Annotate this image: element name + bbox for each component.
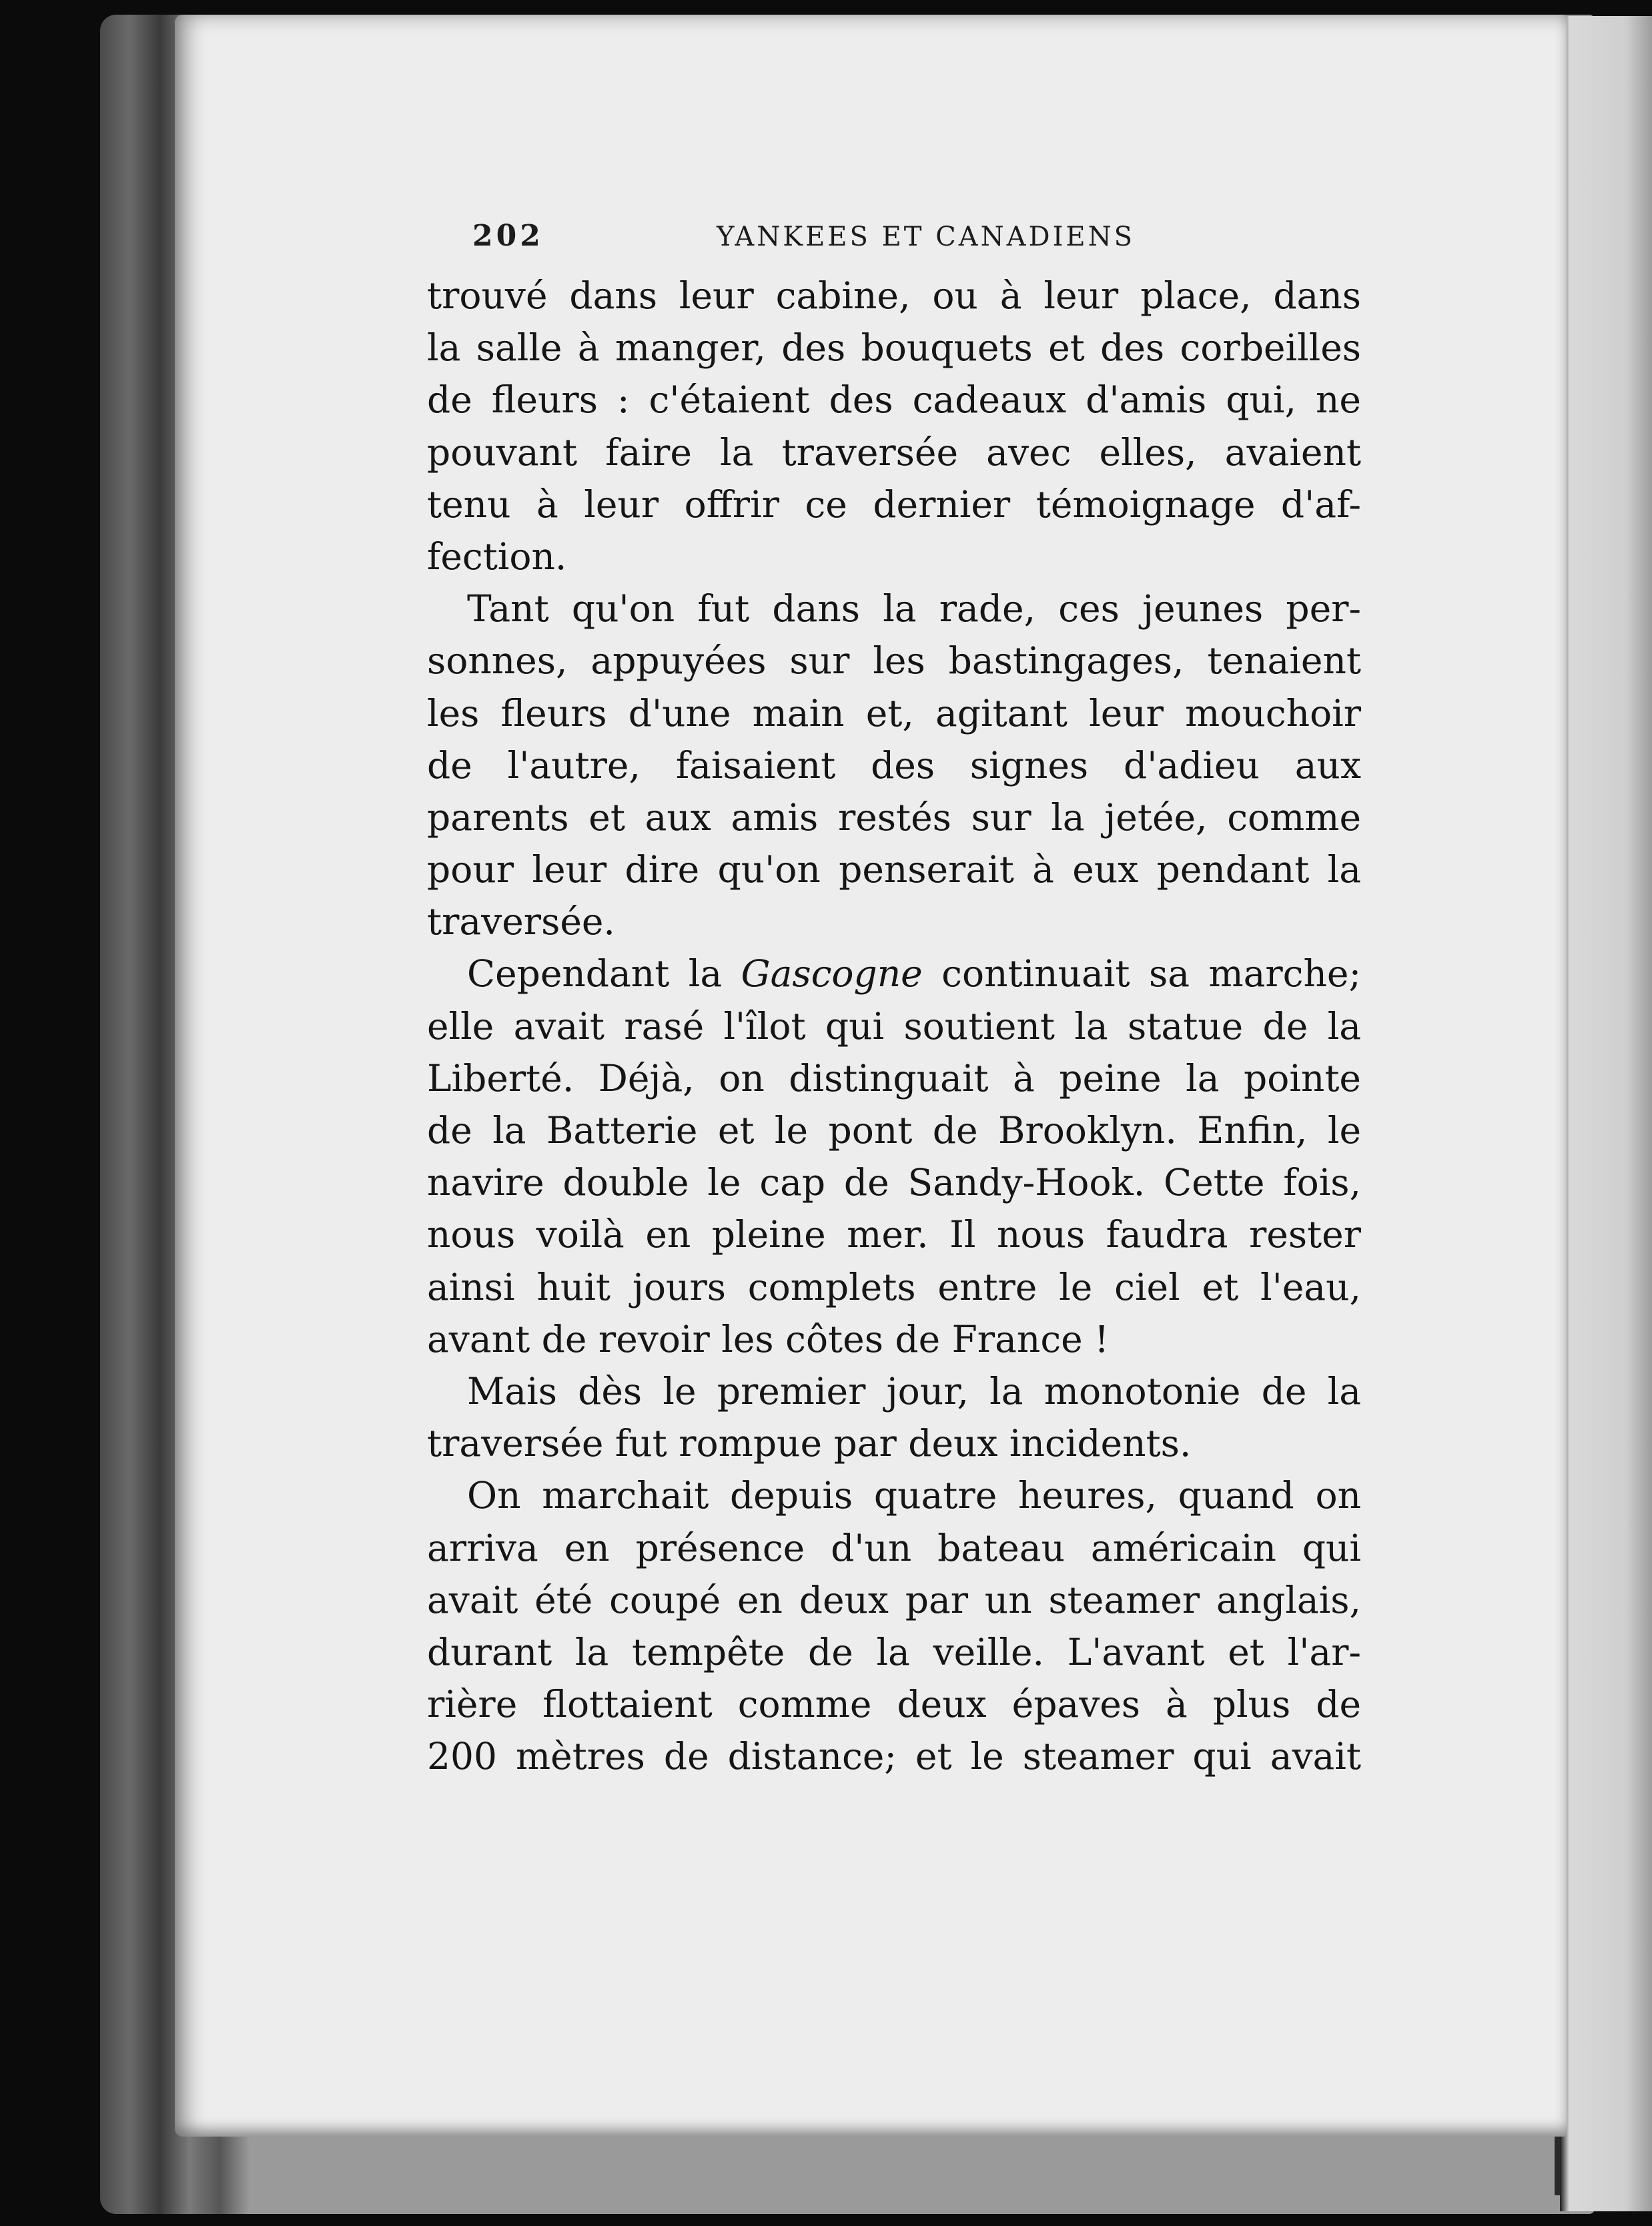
text-line: traversée. <box>427 900 615 944</box>
text-line: arriva en présence d'un bateau américain qui <box>427 1526 1361 1569</box>
text-segment: continuait sa marche; <box>922 952 1361 996</box>
text-line: pouvant faire la traversée avec elles, avaient <box>427 430 1361 474</box>
facing-page-strip <box>1560 16 1652 2211</box>
text-line: ainsi huit jours complets entre le ciel et l'eau, <box>427 1265 1361 1309</box>
text-line: nous voilà en pleine mer. Il nous faudra rester <box>427 1213 1361 1256</box>
text-line: la salle à manger, des bouquets et des corbeilles <box>427 326 1361 370</box>
text-line: avait été coupé en deux par un steamer anglais, <box>427 1578 1361 1621</box>
text-line: Mais dès le premier jour, la monotonie de la <box>467 1369 1361 1413</box>
text-line: rière flottaient comme deux épaves à plus de <box>427 1683 1361 1726</box>
text-line: fection. <box>427 534 567 578</box>
ship-name-italic: Gascogne <box>741 952 923 996</box>
text-line: 200 mètres de distance; et le steamer qui avait <box>427 1735 1361 1778</box>
text-line: avant de revoir les côtes de France ! <box>427 1317 1110 1361</box>
text-line-with-italic <box>427 948 1361 1000</box>
running-title: YANKEES ET CANADIENS <box>717 222 1136 252</box>
text-line: de fleurs : c'étaient des cadeaux d'amis qui, ne <box>427 378 1361 422</box>
text-line: traversée fut rompue par deux incidents. <box>427 1422 1192 1465</box>
text-line: durant la tempête de la veille. L'avant et l'ar- <box>427 1630 1361 1674</box>
text-line: Liberté. Déjà, on distinguait à peine la pointe <box>427 1056 1361 1100</box>
text-line: de l'autre, faisaient des signes d'adieu aux <box>427 743 1361 787</box>
body-text <box>427 270 1361 1782</box>
text-line: Tant qu'on fut dans la rade, ces jeunes per- <box>467 587 1361 631</box>
page-header <box>472 212 1353 266</box>
text-line: pour leur dire qu'on penserait à eux pendant la <box>427 848 1361 891</box>
text-line: elle avait rasé l'îlot qui soutient la statue de la <box>427 1004 1361 1048</box>
text-segment: Cependant la <box>467 952 741 996</box>
text-line: On marchait depuis quatre heures, quand on <box>467 1474 1361 1517</box>
text-line: de la Batterie et le pont de Brooklyn. Enfin, le <box>427 1109 1361 1152</box>
page-number: 202 <box>472 219 544 253</box>
text-line: navire double le cap de Sandy-Hook. Cette fois, <box>427 1161 1361 1204</box>
text-line: trouvé dans leur cabine, ou à leur place, dans <box>427 274 1361 317</box>
text-line: tenu à leur offrir ce dernier témoignage d'af- <box>427 482 1361 526</box>
text-line: les fleurs d'une main et, agitant leur mouchoir <box>427 691 1361 735</box>
text-line: parents et aux amis restés sur la jetée, comme <box>427 795 1361 839</box>
text-line: sonnes, appuyées sur les bastingages, tenaient <box>427 639 1361 683</box>
